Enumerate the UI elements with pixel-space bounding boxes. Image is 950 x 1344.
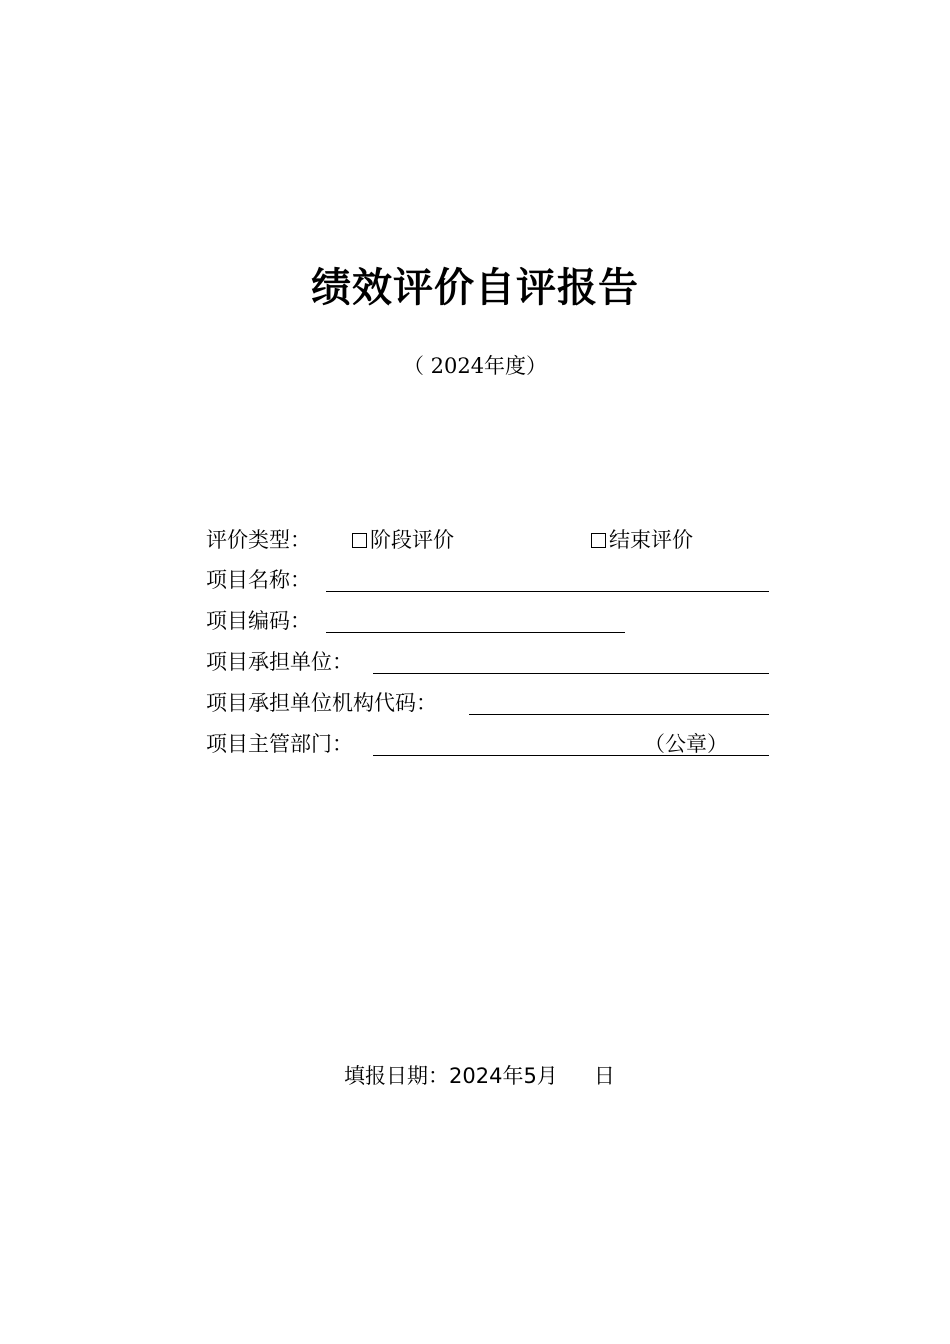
final-eval-checkbox[interactable] (591, 533, 606, 548)
undertaking-unit-label: 项目承担单位： (206, 650, 353, 674)
undertaking-unit-row (206, 646, 770, 678)
supervising-dept-label: 项目主管部门： (206, 732, 353, 756)
project-code-label: 项目编码： (206, 609, 311, 633)
project-name-label: 项目名称： (206, 568, 311, 592)
eval-type-row (206, 524, 770, 556)
final-eval-option[interactable] (591, 524, 693, 556)
stage-eval-option[interactable] (352, 524, 454, 556)
fill-date-label: 填报日期： (344, 1064, 449, 1088)
project-name-field[interactable] (326, 591, 769, 592)
project-code-field[interactable] (326, 632, 625, 633)
unit-org-code-row (206, 687, 770, 719)
stage-eval-label: 阶段评价 (370, 528, 454, 552)
fill-date (344, 1061, 615, 1091)
unit-org-code-label: 项目承担单位机构代码： (206, 691, 437, 715)
project-name-row (206, 564, 770, 596)
eval-type-label: 评价类型： (206, 528, 311, 552)
fill-date-day: 日 (593, 1064, 615, 1088)
fill-date-value: 2024年5月 (449, 1064, 558, 1088)
undertaking-unit-field[interactable] (373, 673, 769, 674)
supervising-dept-row (206, 728, 770, 760)
stage-eval-checkbox[interactable] (352, 533, 367, 548)
report-title: 绩效评价自评报告 (311, 264, 639, 311)
project-code-row (206, 605, 770, 637)
final-eval-label: 结束评价 (609, 528, 693, 552)
report-year: （ 2024年度） (402, 354, 548, 378)
official-seal-note: （公章） (644, 732, 728, 756)
unit-org-code-field[interactable] (469, 714, 769, 715)
